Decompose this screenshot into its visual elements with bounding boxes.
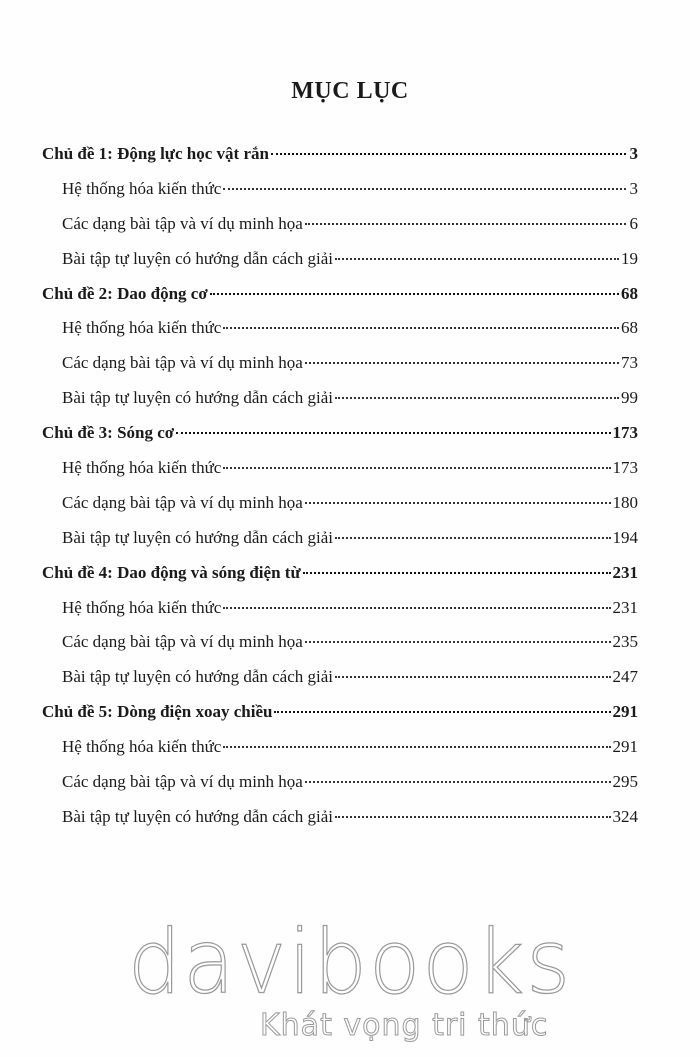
toc-page-number: 68 xyxy=(621,283,638,303)
toc-page-number: 235 xyxy=(612,632,638,652)
toc-section-entry xyxy=(42,807,638,842)
toc-section-entry xyxy=(42,179,638,214)
toc-section-entry xyxy=(42,214,638,249)
brand-logo-text: davibooks xyxy=(127,910,573,1014)
toc-page-number: 180 xyxy=(612,492,638,512)
toc-dot-leader xyxy=(176,432,610,434)
toc-dot-leader xyxy=(335,816,610,818)
toc-dot-leader xyxy=(335,676,610,678)
toc-section-entry xyxy=(42,493,638,528)
toc-section-entry xyxy=(42,318,638,353)
toc-entry-label: Bài tập tự luyện có hướng dẫn cách giải xyxy=(62,527,334,547)
toc-page-number: 73 xyxy=(621,353,638,373)
toc-entry-label: Hệ thống hóa kiến thức xyxy=(62,318,222,338)
toc-section-entry xyxy=(42,737,638,772)
toc-entry-label: Các dạng bài tập và ví dụ minh họa xyxy=(62,213,303,233)
toc-page-number: 194 xyxy=(612,527,638,547)
table-of-contents xyxy=(42,144,638,842)
toc-page-number: 19 xyxy=(621,248,638,268)
toc-section-entry xyxy=(42,353,638,388)
toc-dot-leader xyxy=(223,467,610,469)
toc-page-number: 68 xyxy=(621,318,638,338)
toc-page-number: 231 xyxy=(612,562,638,582)
toc-dot-leader xyxy=(271,153,626,155)
toc-dot-leader xyxy=(335,537,610,539)
toc-chapter-entry xyxy=(42,144,638,179)
toc-page-number: 247 xyxy=(612,667,638,687)
toc-entry-label: Bài tập tự luyện có hướng dẫn cách giải xyxy=(62,248,334,268)
toc-page-number: 99 xyxy=(621,388,638,408)
toc-page-number: 291 xyxy=(612,702,638,722)
toc-dot-leader xyxy=(223,327,619,329)
toc-chapter-entry xyxy=(42,563,638,598)
toc-page-number: 324 xyxy=(612,806,638,826)
toc-dot-leader xyxy=(305,223,626,225)
toc-entry-label: Chủ đề 5: Dòng điện xoay chiều xyxy=(42,702,273,722)
toc-section-entry xyxy=(42,249,638,284)
toc-page-number: 231 xyxy=(612,597,638,617)
toc-entry-label: Hệ thống hóa kiến thức xyxy=(62,597,222,617)
page-title: MỤC LỤC xyxy=(291,78,409,104)
toc-section-entry xyxy=(42,632,638,667)
toc-entry-label: Chủ đề 4: Dao động và sóng điện từ xyxy=(42,562,301,582)
toc-page-number: 6 xyxy=(629,213,638,233)
toc-entry-label: Hệ thống hóa kiến thức xyxy=(62,458,222,478)
toc-entry-label: Bài tập tự luyện có hướng dẫn cách giải xyxy=(62,388,334,408)
toc-section-entry xyxy=(42,598,638,633)
toc-dot-leader xyxy=(274,711,610,713)
toc-dot-leader xyxy=(303,572,611,574)
toc-chapter-entry xyxy=(42,284,638,319)
toc-dot-leader xyxy=(305,641,611,643)
toc-page-number: 173 xyxy=(612,458,638,478)
toc-page-number: 173 xyxy=(612,423,638,443)
brand-slogan: Khát vọng tri thức xyxy=(260,1008,549,1043)
toc-dot-leader xyxy=(305,502,611,504)
toc-page-number: 3 xyxy=(629,144,638,163)
toc-dot-leader xyxy=(223,188,626,190)
toc-page-number: 295 xyxy=(612,772,638,792)
toc-page-number: 3 xyxy=(629,178,638,198)
toc-dot-leader xyxy=(335,258,619,260)
toc-entry-label: Chủ đề 2: Dao động cơ xyxy=(42,283,208,303)
toc-entry-label: Chủ đề 1: Động lực học vật rắn xyxy=(42,144,269,163)
toc-dot-leader xyxy=(305,362,619,364)
toc-section-entry xyxy=(42,772,638,807)
toc-entry-label: Hệ thống hóa kiến thức xyxy=(62,178,222,198)
publisher-watermark xyxy=(0,910,700,1014)
toc-dot-leader xyxy=(223,607,610,609)
toc-entry-label: Các dạng bài tập và ví dụ minh họa xyxy=(62,772,303,792)
toc-dot-leader xyxy=(223,746,610,748)
toc-entry-label: Các dạng bài tập và ví dụ minh họa xyxy=(62,632,303,652)
toc-entry-label: Hệ thống hóa kiến thức xyxy=(62,737,222,757)
toc-page-number: 291 xyxy=(612,737,638,757)
toc-section-entry xyxy=(42,458,638,493)
toc-dot-leader xyxy=(210,293,619,295)
toc-chapter-entry xyxy=(42,423,638,458)
toc-entry-label: Các dạng bài tập và ví dụ minh họa xyxy=(62,353,303,373)
toc-entry-label: Bài tập tự luyện có hướng dẫn cách giải xyxy=(62,806,334,826)
toc-entry-label: Bài tập tự luyện có hướng dẫn cách giải xyxy=(62,667,334,687)
toc-dot-leader xyxy=(335,397,619,399)
toc-section-entry xyxy=(42,667,638,702)
toc-dot-leader xyxy=(305,781,611,783)
toc-section-entry xyxy=(42,528,638,563)
toc-entry-label: Các dạng bài tập và ví dụ minh họa xyxy=(62,492,303,512)
toc-entry-label: Chủ đề 3: Sóng cơ xyxy=(42,423,175,443)
toc-section-entry xyxy=(42,388,638,423)
toc-chapter-entry xyxy=(42,702,638,737)
